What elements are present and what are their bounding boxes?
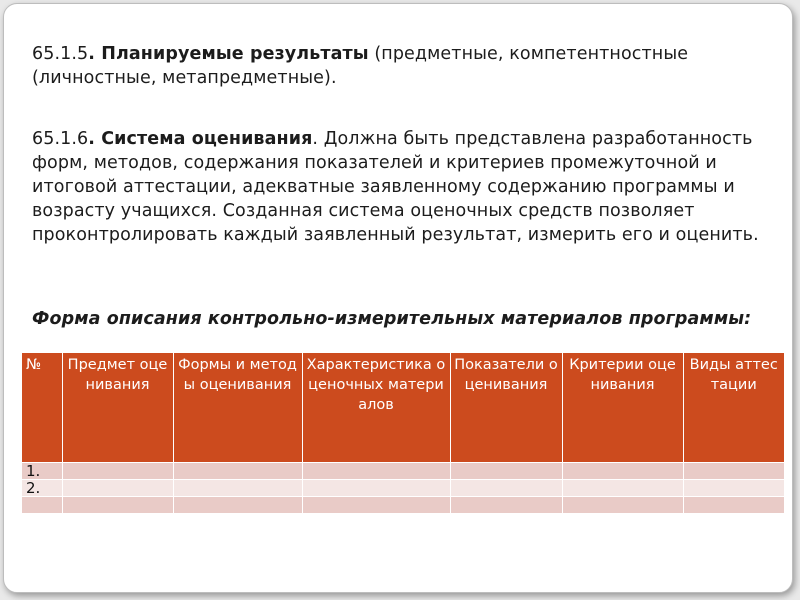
table-cell: 2. [22,480,62,497]
table-cell [562,463,683,480]
table-cell [450,497,562,514]
header-cell-attestation-types: Виды аттестации [683,353,784,463]
table-cell [302,497,450,514]
header-cell-indicators: Показатели оценивания [450,353,562,463]
table-cell [683,480,784,497]
section-text: (предметные, компетентностные (личностные, метапредметные). [32,44,689,88]
header-cell-subject: Предмет оценивания [62,353,173,463]
section-number: 65.1.5 [32,44,89,64]
table-cell [450,480,562,497]
header-cell-materials-characteristics: Характеристика оценочных материалов [302,353,450,463]
table-row [22,480,784,497]
table-cell [22,497,62,514]
table-cell [173,480,302,497]
section-title: Система оценивания [101,129,313,149]
table-cell [683,497,784,514]
section-number: 65.1.6 [32,129,89,149]
table-cell [450,463,562,480]
table-cell [562,480,683,497]
section-title: Планируемые результаты [101,44,369,64]
table-cell: 1. [22,463,62,480]
section-text: . Должна быть представлена разработанность форм, методов, содержания показателей и критериев промежуточной и итоговой аттестации, адекватные заявленному содержанию программы и возрасту учащихся. Созданная система оценочных средств позволяет проконтролировать каждый заявленный результат, измерить его и оценить. [32,129,759,245]
table-cell [62,463,173,480]
header-cell-forms-methods: Формы и методы оценивания [173,353,302,463]
table-cell [562,497,683,514]
section-assessment-system: 65.1.6. Система оценивания. Должна быть представлена разработанность форм, методов, содержания показателей и критериев промежуточной и итоговой аттестации, адекватные заявленному содержанию программы и возрасту учащихся. Созданная система оценочных средств позволяет проконтролировать каждый заявленный результат, измерить его и оценить. [32,129,759,245]
table-header-row [22,353,784,463]
table-cell [173,463,302,480]
table-row [22,463,784,480]
table-cell [683,463,784,480]
table-row [22,497,784,514]
table-cell [302,463,450,480]
header-cell-number: № [22,353,62,463]
form-heading: Форма описания контрольно-измерительных материалов программы: [32,309,752,329]
header-cell-criteria: Критерии оценивания [562,353,683,463]
table-cell [302,480,450,497]
assessment-materials-table [22,353,784,513]
table-cell [62,497,173,514]
table-cell [62,480,173,497]
table-cell [173,497,302,514]
section-planned-results: 65.1.5. Планируемые результаты (предметные, компетентностные (личностные, метапредметные). [32,44,689,88]
